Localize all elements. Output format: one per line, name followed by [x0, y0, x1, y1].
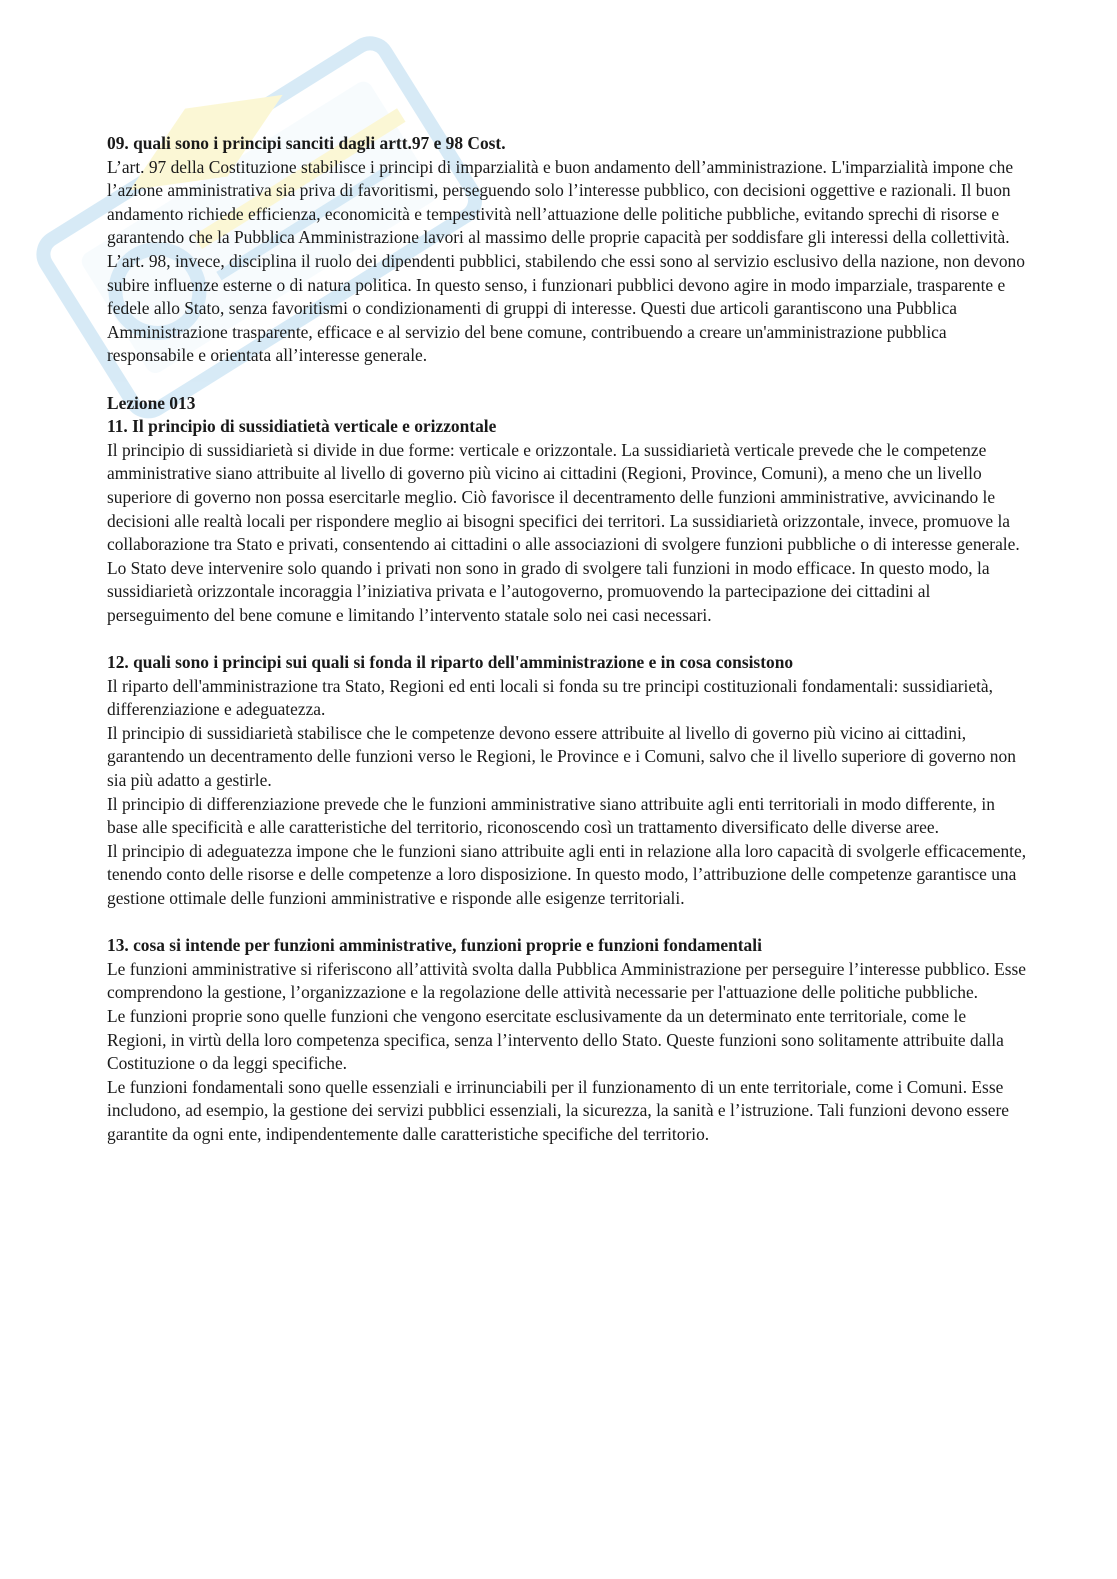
answer-paragraph: Le funzioni proprie sono quelle funzioni che vengono esercitate esclusivamente da un determinato ente territoriale, come le Regioni, in virtù della loro competenza specifica, senza l’intervento dello Stato. Queste funzioni sono solitamente attribuite dalla Costituzione o da leggi specifiche. — [107, 1005, 1004, 1074]
question-heading: 11. Il principio di sussidiatietà verticale e orizzontale — [107, 416, 497, 437]
answer-paragraph: Le funzioni amministrative si riferiscono all’attività svolta dalla Pubblica Amministrazione per perseguire l’interesse pubblico. Esse comprendono la gestione, l’organizzazione e la regolazione delle attività necessarie per l'attuazione delle politiche pubbliche. — [107, 958, 1027, 1003]
question-heading: 13. cosa si intende per funzioni amministrative, funzioni proprie e funzioni fondamentali — [107, 935, 762, 956]
document-section — [107, 651, 1027, 911]
document-page — [107, 132, 1027, 1170]
document-section — [107, 392, 1027, 628]
answer-paragraph: Le funzioni fondamentali sono quelle essenziali e irrinunciabili per il funzionamento di un ente territoriale, come i Comuni. Esse includono, ad esempio, la gestione dei servizi pubblici essenziali, la sicurezza, la sanità e l’istruzione. Tali funzioni devono essere garantite da ogni ente, indipendentemente dalle caratteristiche specifiche del territorio. — [107, 1076, 1009, 1144]
answer-paragraph: Il principio di sussidiarietà stabilisce che le competenze devono essere attribuite al livello di governo più vicino ai cittadini, garantendo un decentramento delle funzioni verso le Regioni, le Province e i Comuni, salvo che il livello superiore di governo non sia più adatto a gestirle. — [107, 722, 1016, 791]
answer-paragraph: L’art. 97 della Costituzione stabilisce i principi di imparzialità e buon andamento dell’amministrazione. L'imparzialità impone che l’azione amministrativa sia priva di favoritismi, perseguendo solo l’interesse pubblico, con decisioni oggettive e razionali. Il buon andamento richiede efficienza, economicità e tempestività nell’attuazione delle politiche pubbliche, evitando sprechi di risorse e garantendo che la Pubblica Amministrazione lavori al massimo delle proprie capacità per soddisfare gli interessi della collettività. L’art. 98, invece, disciplina il ruolo dei dipendenti pubblici, stabilendo che essi sono al servizio esclusivo della nazione, non devono subire influenze esterne o di natura politica. In questo senso, i funzionari pubblici devono agire in modo imparziale, trasparente e fedele allo Stato, senza favoritismi o condizionamenti di gruppi di interesse. Questi due articoli garantiscono una Pubblica Amministrazione trasparente, efficace e al servizio del bene comune, contribuendo a creare un'amministrazione pubblica responsabile e orientata all’interesse generale. — [107, 156, 1025, 366]
document-section — [107, 934, 1027, 1146]
document-section — [107, 132, 1027, 368]
question-heading: 12. quali sono i principi sui quali si fonda il riparto dell'amministrazione e in cosa consistono — [107, 652, 794, 673]
answer-paragraph: Il riparto dell'amministrazione tra Stato, Regioni ed enti locali si fonda su tre principi costituzionali fondamentali: sussidiarietà, differenziazione e adeguatezza. — [107, 675, 993, 720]
answer-paragraph: Il principio di adeguatezza impone che le funzioni siano attribuite agli enti in relazione alla loro capacità di svolgerle efficacemente, tenendo conto delle risorse e delle competenze a loro disposizione. In questo modo, l’attribuzione delle competenze garantisce una gestione ottimale delle funzioni amministrative e risponde alle esigenze territoriali. — [107, 840, 1027, 908]
answer-paragraph: Il principio di sussidiarietà si divide in due forme: verticale e orizzontale. La sussidiarietà verticale prevede che le competenze amministrative siano attribuite al livello di governo più vicino ai cittadini (Regioni, Province, Comuni), a meno che un livello superiore di governo non possa esercitarle meglio. Ciò favorisce il decentramento delle funzioni amministrative, avvicinando le decisioni alle realtà locali per rispondere meglio ai bisogni specifici dei territori. La sussidiarietà orizzontale, invece, promuove la collaborazione tra Stato e privati, consentendo ai cittadini o alle associazioni di svolgere funzioni pubbliche o di interesse generale. Lo Stato deve intervenire solo quando i privati non sono in grado di svolgere tali funzioni in modo efficace. In questo modo, la sussidiarietà orizzontale incoraggia l’iniziativa privata e l’autogoverno, promuovendo la partecipazione dei cittadini al perseguimento del bene comune e limitando l’intervento statale solo nei casi necessari. — [107, 439, 1020, 625]
lesson-heading: Lezione 013 — [107, 392, 196, 413]
answer-paragraph: Il principio di differenziazione prevede che le funzioni amministrative siano attribuite agli enti territoriali in modo differente, in base alle specificità e alle caratteristiche del territorio, riconoscendo così un trattamento diversificato delle diverse aree. — [107, 793, 995, 838]
question-heading: 09. quali sono i principi sanciti dagli artt.97 e 98 Cost. — [107, 133, 506, 153]
